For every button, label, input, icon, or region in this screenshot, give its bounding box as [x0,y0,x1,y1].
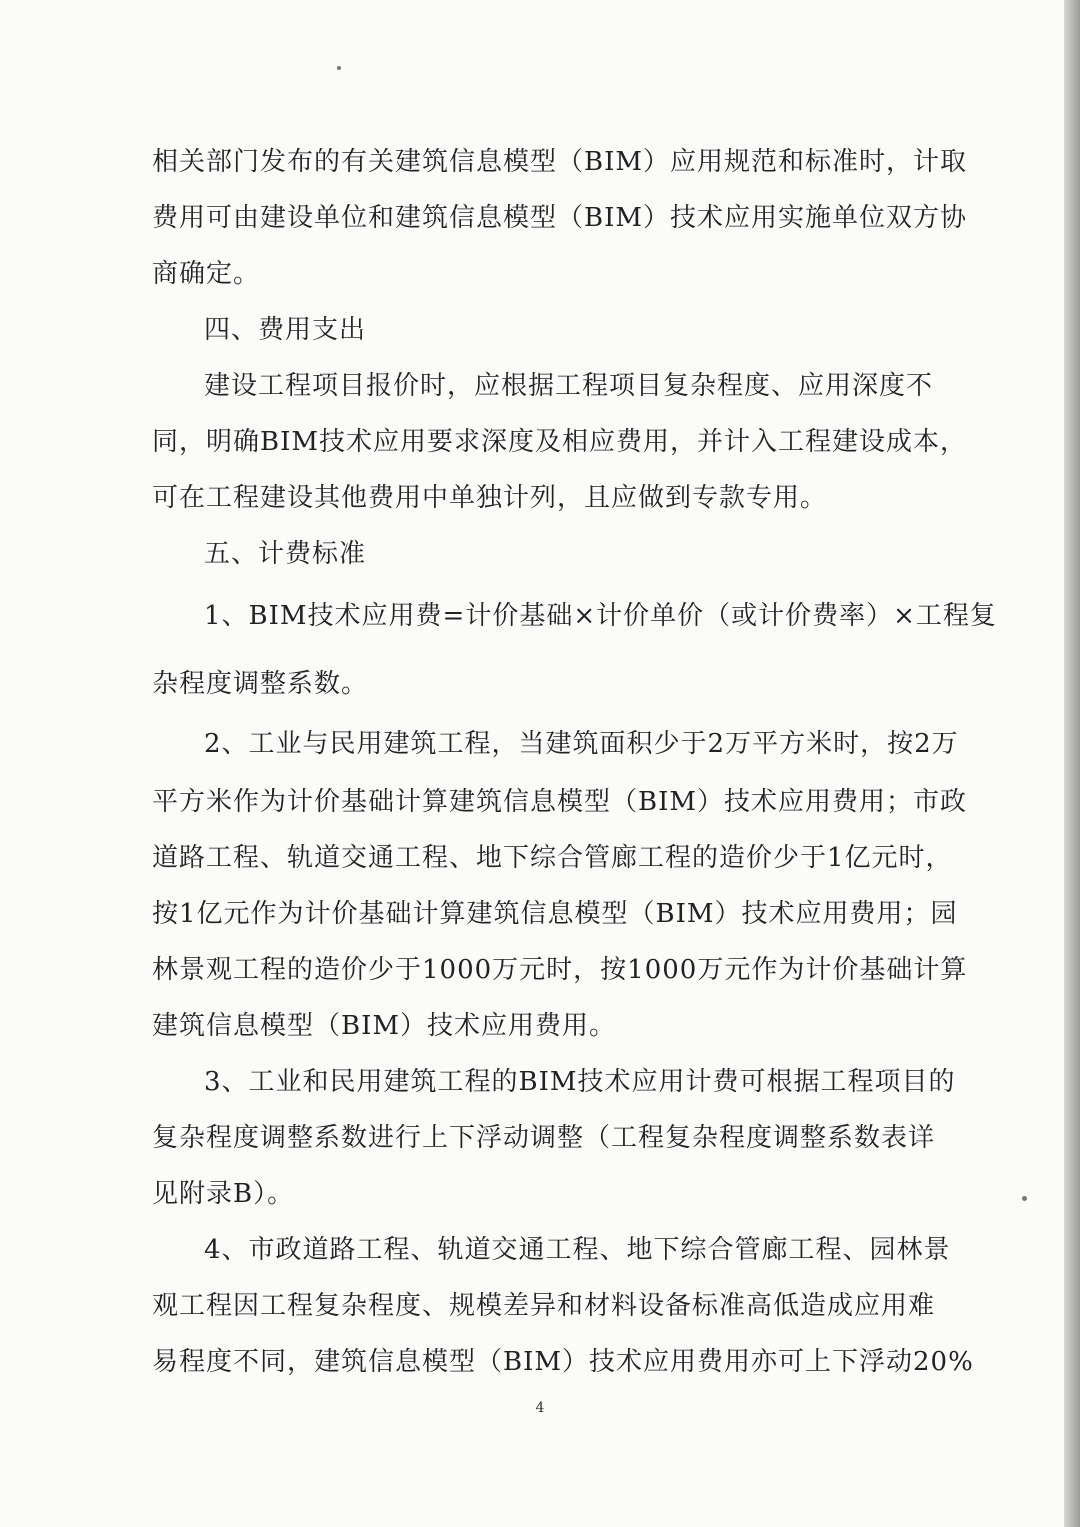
scan-edge-shadow [1064,0,1080,1527]
section-heading: 四、费用支出 [204,315,367,345]
text-line: 同，明确BIM技术应用要求深度及相应费用，并计入工程建设成本， [152,427,967,457]
text-line: 建筑信息模型（BIM）技术应用费用。 [152,1011,616,1041]
text-line: 道路工程、轨道交通工程、地下综合管廊工程的造价少于1亿元时， [152,843,953,873]
page-number: 4 [535,1400,545,1416]
text-line: 按1亿元作为计价基础计算建筑信息模型（BIM）技术应用费用；园 [152,899,958,929]
text-line: 4、市政道路工程、轨道交通工程、地下综合管廊工程、园林景 [204,1235,951,1265]
text-line: 杂程度调整系数。 [152,669,369,699]
scan-speck [1022,1196,1027,1201]
text-line: 易程度不同，建筑信息模型（BIM）技术应用费用亦可上下浮动20% [152,1347,974,1377]
text-line: 1、BIM技术应用费=计价基础×计价单价（或计价费率）×工程复 [204,601,997,631]
text-line: 林景观工程的造价少于1000万元时，按1000万元作为计价基础计算 [152,955,968,985]
text-line: 商确定。 [152,259,261,289]
text-line: 平方米作为计价基础计算建筑信息模型（BIM）技术应用费用；市政 [152,787,967,817]
text-line: 费用可由建设单位和建筑信息模型（BIM）技术应用实施单位双方协 [152,203,967,233]
text-line: 观工程因工程复杂程度、规模差异和材料设备标准高低造成应用难 [152,1291,936,1321]
section-heading: 五、计费标准 [204,539,367,569]
text-line: 见附录B）。 [152,1179,295,1209]
scan-speck [337,66,341,70]
text-line: 2、工业与民用建筑工程，当建筑面积少于2万平方米时，按2万 [204,729,959,759]
text-line: 建设工程项目报价时，应根据工程项目复杂程度、应用深度不 [204,371,934,401]
text-line: 可在工程建设其他费用中单独计列，且应做到专款专用。 [152,483,828,513]
text-line: 复杂程度调整系数进行上下浮动调整（工程复杂程度调整系数表详 [152,1123,936,1153]
text-line: 相关部门发布的有关建筑信息模型（BIM）应用规范和标准时，计取 [152,147,967,177]
text-line: 3、工业和民用建筑工程的BIM技术应用计费可根据工程项目的 [204,1067,956,1097]
